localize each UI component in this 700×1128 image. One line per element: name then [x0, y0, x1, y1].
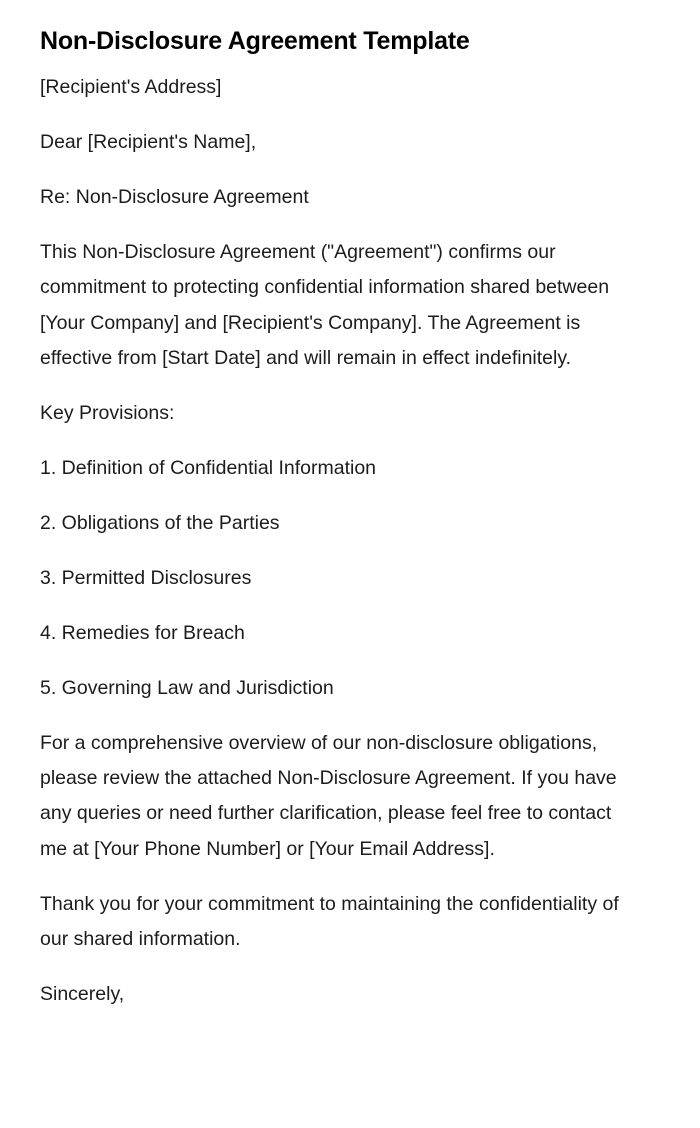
thanks-paragraph: Thank you for your commitment to maintaining the confidentiality of our shared information.: [40, 892, 619, 950]
closing: Sincerely,: [40, 982, 125, 1005]
provisions-heading: Key Provisions:: [40, 401, 175, 424]
list-item: 4. Remedies for Breach: [40, 621, 245, 644]
recipient-address: [Recipient's Address]: [40, 76, 222, 98]
page-title: Non-Disclosure Agreement Template: [40, 27, 470, 55]
list-item: 5. Governing Law and Jurisdiction: [40, 676, 334, 699]
list-item: 1. Definition of Confidential Information: [40, 456, 377, 479]
list-item: 3. Permitted Disclosures: [40, 566, 252, 589]
list-item: 2. Obligations of the Parties: [40, 511, 280, 534]
subject-line: Re: Non-Disclosure Agreement: [40, 185, 309, 208]
salutation: Dear [Recipient's Name],: [40, 130, 257, 153]
provisions-list: [40, 451, 640, 706]
overview-paragraph: For a comprehensive overview of our non-disclosure obligations, please review the attached Non-Disclosure Agreement. If you have any queries or need further clarification, please feel free to contact me at [Your Phone Number] or [Your Email Address].: [40, 731, 617, 860]
intro-paragraph: This Non-Disclosure Agreement ("Agreement") confirms our commitment to protecting confidential information shared between [Your Company] and [Recipient's Company]. The Agreement is effective from [Start Date] and will remain in effect indefinitely.: [40, 240, 610, 369]
document-page: [40, 22, 640, 1032]
